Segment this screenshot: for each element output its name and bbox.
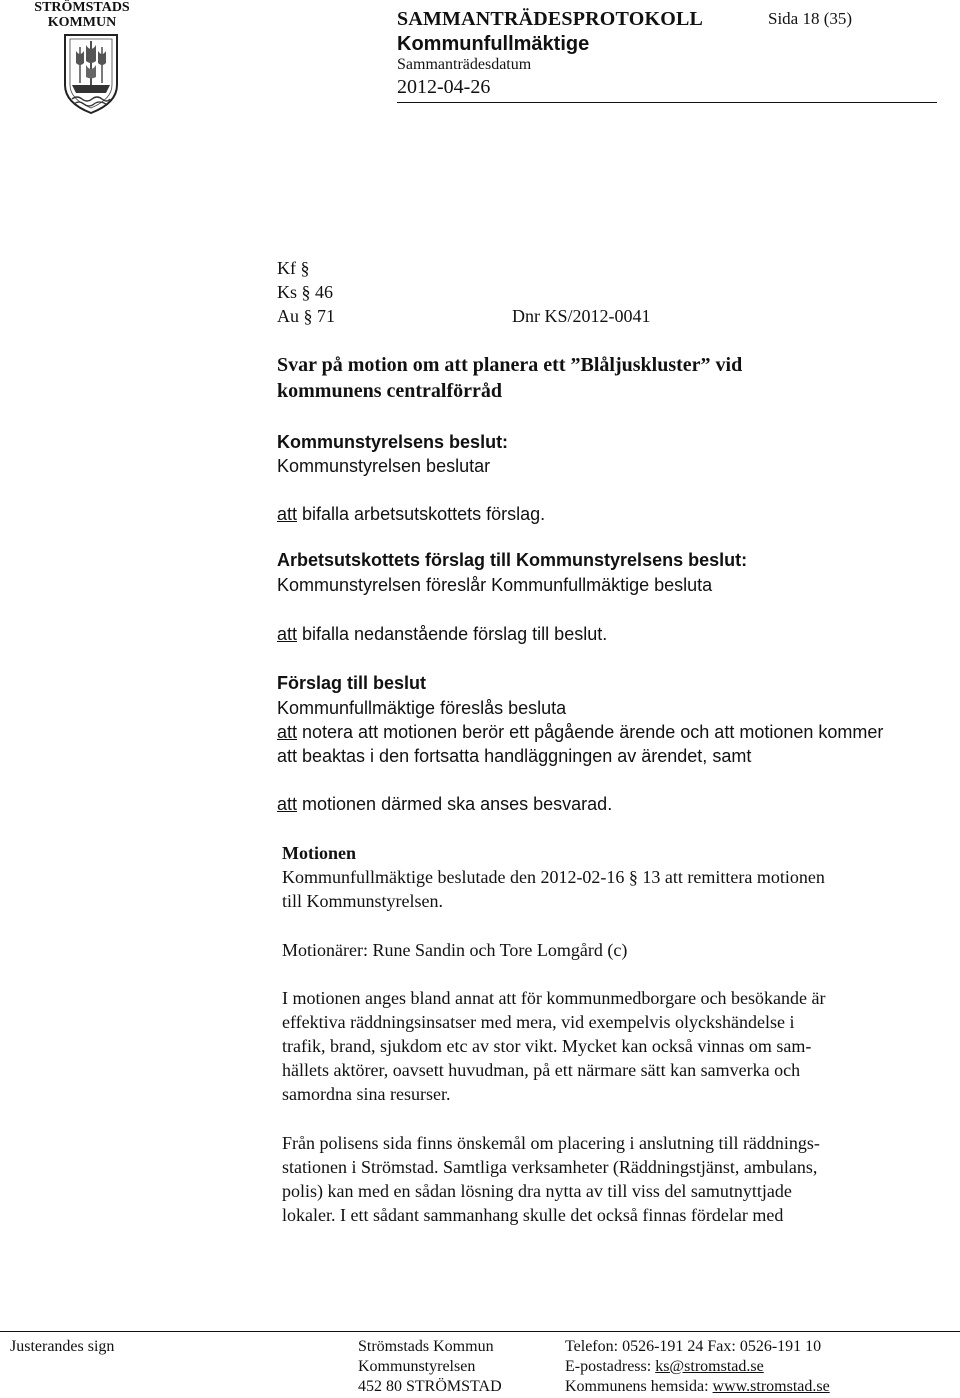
proposal-text1a: notera att motionen berör ett pågående ärende och att motionen kommer (297, 722, 884, 742)
footer-email-label: E-postadress: (565, 1358, 656, 1375)
footer-phone: Telefon: 0526-191 24 Fax: 0526-191 10 (565, 1338, 822, 1355)
footer-email-link[interactable]: ks@stromstad.se (655, 1358, 764, 1375)
att-keyword: att (277, 504, 298, 524)
au-proposal-intro: Kommunstyrelsen föreslår Kommunfullmäktige besluta (277, 575, 713, 595)
ks-decision-text: bifalla arbetsutskottets förslag. (297, 504, 546, 524)
meeting-date: 2012-04-26 (397, 76, 491, 98)
motion-p1-line1: I motionen anges bland annat att för kommunmedborgare och besökande är (282, 988, 826, 1008)
ref-kf: Kf § (277, 258, 310, 278)
document-title: SAMMANTRÄDESPROTOKOLL (397, 8, 704, 30)
footer-web-row (565, 1377, 830, 1397)
org-name-line2: KOMMUN (47, 15, 117, 30)
ref-ks: Ks § 46 (277, 282, 334, 302)
footer-address-line1: Strömstads Kommun (358, 1338, 494, 1355)
ref-au: Au § 71 (277, 306, 335, 326)
case-title-line1: Svar på motion om att planera ett ”Blåljuskluster” vid (277, 354, 743, 376)
au-proposal-att (277, 622, 607, 646)
proposal-text1b: att beaktas i den fortsatta handläggningen av ärendet, samt (277, 746, 752, 766)
org-name (8, 0, 156, 30)
motion-heading: Motionen (282, 843, 356, 863)
motion-p1-line2: effektiva räddningsinsatser med mera, vid exempelvis olyckshändelse i (282, 1012, 795, 1032)
footer-address-line3: 452 80 STRÖMSTAD (358, 1378, 502, 1395)
ks-decision-att (277, 502, 545, 526)
footer-web-label: Kommunens hemsida: (565, 1378, 713, 1395)
att-keyword: att (277, 624, 298, 644)
motion-p1-line4: hällets aktörer, oavsett huvudman, på ett närmare sätt kan samverka och (282, 1060, 801, 1080)
ks-decision-heading: Kommunstyrelsens beslut: (277, 432, 509, 452)
case-title-line2: kommunens centralförråd (277, 380, 502, 402)
ref-dnr: Dnr KS/2012-0041 (512, 306, 651, 326)
footer-email-row (565, 1357, 830, 1377)
motion-line1: Kommunfullmäktige beslutade den 2012-02-16 § 13 att remittera motionen (282, 867, 825, 887)
proposal-att2 (277, 792, 612, 816)
governing-body: Kommunfullmäktige (397, 33, 590, 55)
header-divider (397, 102, 937, 103)
motion-p2-line4: lokaler. I ett sådant sammanhang skulle det också finnas fördelar med (282, 1205, 784, 1225)
footer-address-line2: Kommunstyrelsen (358, 1358, 476, 1375)
page-number: Sida 18 (35) (768, 9, 853, 28)
motion-p1-line5: samordna sina resurser. (282, 1084, 451, 1104)
motion-p2-line2: stationen i Strömstad. Samtliga verksamheter (Räddningstjänst, ambulans, (282, 1157, 818, 1177)
au-proposal-heading: Arbetsutskottets förslag till Kommunstyrelsens beslut: (277, 550, 748, 570)
ks-decision-intro: Kommunstyrelsen beslutar (277, 456, 491, 476)
meeting-date-label: Sammanträdesdatum (397, 56, 532, 73)
motion-authors: Motionärer: Rune Sandin och Tore Lomgård (c) (282, 940, 628, 960)
att-keyword: att (277, 794, 298, 814)
motion-line2: till Kommunstyrelsen. (282, 891, 443, 911)
att-keyword: att (277, 722, 298, 742)
footer-address (358, 1337, 502, 1397)
proposal-intro: Kommunfullmäktige föreslås besluta (277, 698, 567, 718)
footer-contact (565, 1337, 830, 1397)
proposal-text2: motionen därmed ska anses besvarad. (297, 794, 613, 814)
motion-p1-line3: trafik, brand, sjukdom etc av stor vikt. Mycket kan också vinnas om sam- (282, 1036, 812, 1056)
footer-divider (0, 1331, 960, 1332)
motion-p2-line3: polis) kan med en sådan lösning dra nytta av till viss del samutnyttjade (282, 1181, 792, 1201)
org-name-line1: STRÖMSTADS (34, 0, 130, 15)
municipal-crest-logo (62, 33, 120, 115)
footer-web-link[interactable]: www.stromstad.se (712, 1378, 830, 1395)
proposal-att1 (277, 720, 883, 744)
proposal-heading: Förslag till beslut (277, 673, 427, 693)
signature-label: Justerandes sign (10, 1338, 115, 1355)
motion-p2-line1: Från polisens sida finns önskemål om placering i anslutning till räddnings- (282, 1133, 820, 1153)
au-proposal-text: bifalla nedanstående förslag till beslut. (297, 624, 608, 644)
